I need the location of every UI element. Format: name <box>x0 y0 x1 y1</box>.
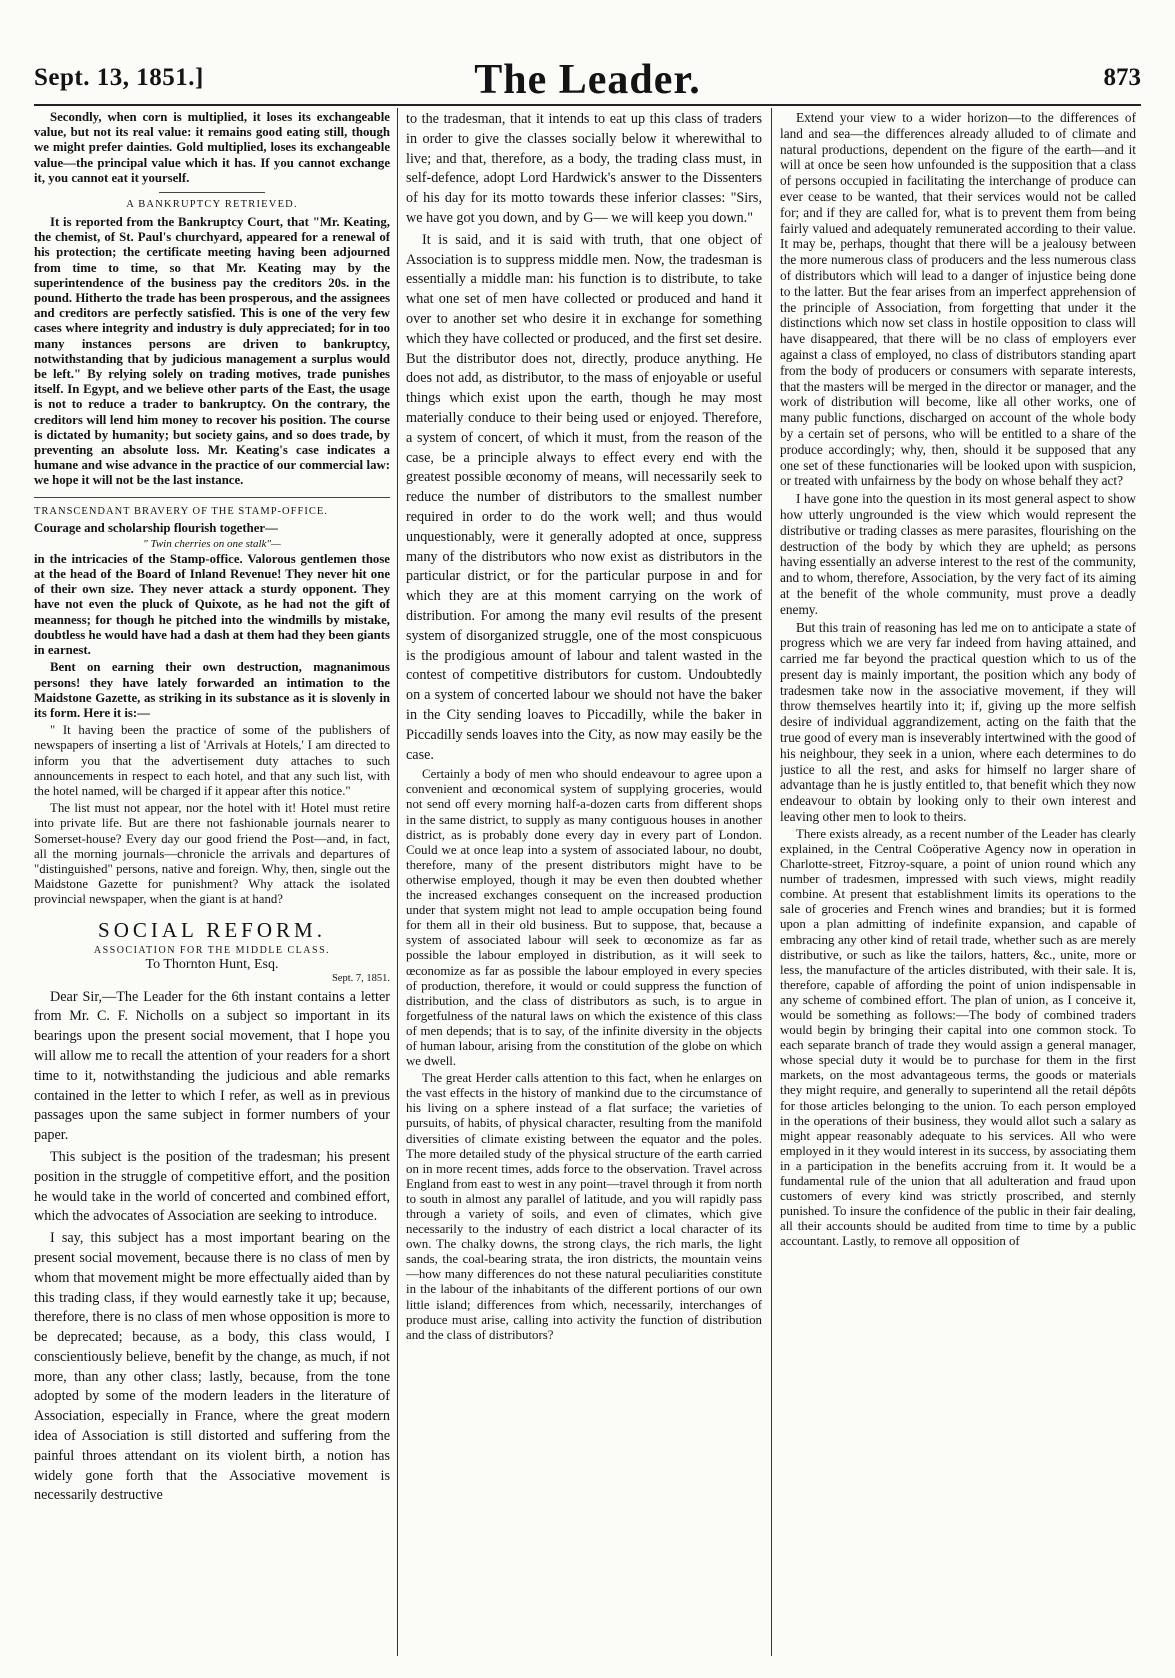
article-paragraph: in the intricacies of the Stamp-office. Valorous gentlemen those at the head of the Board of Inland Revenue! They never hit one of their own size. They never attack a sturdy opponent. They have not even the pluck of Quixote, as he had not the gift of meanness; for though he pitched into the windmills by mistake, doubtless he would have had a dash at them had they been giants in earnest. <box>34 551 390 658</box>
column-divider <box>397 108 398 1656</box>
letter-paragraph: But this train of reasoning has led me on to anticipate a state of progress which we are very far indeed from having attained, and carried me far beyond the practical question which to us of the present day is mainly important, the position which any body of tradesmen take now in the associative movement, if they will throw themselves heartily into it; if, giving up the more selfish desire of individual aggrandizement, acting on the faith that the true good of every man is inseverably intertwined with the good of his neighbour, they seek in a union, where each determines to do justice to all the rest, and asks for himself no larger share of advantage than he is justly entitled to, that benefit which they now endeavour to obtain by looking only to their own interest and leaving other men to look to theirs. <box>780 619 1136 825</box>
letter-paragraph: Certainly a body of men who should endeavour to agree upon a convenient and œconomical system of supplying groceries, would not send off every morning half-a-dozen carts from different shops in the same district, to supply as many contiguous houses in another district, as is probably done every day in every part of London. Could we at once leap into a system of associated labour, no doubt, therefore, many of the present distributors might have to be otherwise employed, though it may be even then doubted whether the increased exchanges consequent on the increased production under that system might not lead to ample occupation being found for them all in their old business. But to suppose, that, because a system of associated labour will seek to œconomize as far as possible the labour employed in distribution, as it will seek to œconomize as far as possible the labour employed in every species of production, therefore, it would or could suppress the function of distribution, and the class of distributors as such, is to argue in forgetfulness of the natural laws on which the existence of this class of men depends; that is to say, of the infinite diversity in the objects of human labour, arising from the constitution of the globe on which we dwell. <box>406 767 762 1069</box>
letter-paragraph: Dear Sir,—The Leader for the 6th instant contains a letter from Mr. C. F. Nicholls on a subject so important in its bearings upon the present social movement, that I hope you will allow me to recall the attention of your readers for a short time to it, notwithstanding the judicious and able remarks contained in the letter to which I refer, as well as in previous passages upon the same subject in former numbers of your paper. <box>34 988 390 1144</box>
article-paragraph: It is reported from the Bankruptcy Court, that "Mr. Keating, the chemist, of St. Paul's churchyard, appeared for a renewal of his protection; the certificate meeting having been adjourned from time to time, so that Mr. Keating may by the superintendence of the business pay the creditors 20s. in the pound. Hitherto the trade has been prosperous, and the assignees and creditors are perfectly satisfied. This is one of the very few cases where integrity and industry is duly appreciated; for in too many instances persons are driven to bankruptcy, notwithstanding that by judicious management a surplus would be left." By relying solely on trading motives, trade punishes itself. In Egypt, and we believe other parts of the East, the usage is not to reduce a trader to bankruptcy. On the contrary, the creditors will lend him money to recover his position. The course is dictated by humanity; but society gains, and so does trade, by preventing an absolute loss. Mr. Keating's case indicates a humane and wise advance in the practice of our commercial law: we hope it will not be the last instance. <box>34 215 390 488</box>
section-heading: TRANSCENDANT BRAVERY OF THE STAMP-OFFICE. <box>34 505 328 517</box>
section-subtitle: ASSOCIATION FOR THE MIDDLE CLASS. <box>93 944 331 956</box>
column-2 <box>406 110 762 1655</box>
article-paragraph: Courage and scholarship flourish together— <box>34 520 278 535</box>
intro-paragraph: Secondly, when corn is multiplied, it loses its exchangeable value, but not its real value: it remains good eating still, though we might prefer dainties. Gold multiplied, loses its exchangeable value—the principal value which it has. If you cannot exchange it, you cannot eat it yourself. <box>34 110 390 185</box>
divider <box>34 497 390 498</box>
letter-date: Sept. 7, 1851. <box>331 972 390 984</box>
letter-paragraph: It is said, and it is said with truth, that one object of Association is to suppress middle men. Now, the tradesman is essentially a middle man: his function is to distribute, to take what one set of men have collected or produced and hand it over to another set who desire it in exchange for something which they have collected or produced, and the first set desire. But the distributor does not, directly, produce anything. He does not add, as distributor, to the mass of enjoyable or useful things which exist upon the earth, though he may most materially conduce to their being used or enjoyed. Therefore, a system of concert, of which it must, from the reason of the case, be a principle always to effect every end with the greatest possible œconomy of means, will necessarily seek to reduce the number of distributors to the smallest number required in order to do the work well; and thus would unquestionably, were it generally adopted at once, suppress many of the distributors who now exist as distributors in the particular district, or for the particular purpose in and for which they are at this moment carrying on the work of distribution. For among the many evil results of the present system of disorganized struggle, one of the most conspicuous is the prodigious amount of labour and talent wasted in the contest of competitive distributors for custom. Undoubtedly on a system of concerted labour we should not have the baker in the City sending loaves to Piccadilly, while the baker in Piccadilly sends loaves into the City, as now may easily be the case. <box>406 231 762 763</box>
letter-paragraph: to the tradesman, that it intends to eat up this class of traders in order to give the classes socially below it wherewithal to live; and that, therefore, as a body, the trading class must, in self-defence, adopt Lord Hardwick's answer to the Dissenters of his day for its motto towards these inferior classes: "Sirs, we have got you down, and by G— we will keep you down." <box>406 111 762 226</box>
column-3 <box>780 110 1136 1655</box>
column-1 <box>34 110 390 1655</box>
letter-paragraph: I have gone into the question in its most general aspect to show how utterly ungrounded is the view which would represent the distributive or trading classes as mere parasites, flourishing on the destruction of the body by which they are upheld; as persons having essentially an adverse interest to the rest of the community, and to whom, therefore, Association, by the very fact of its aiming at the benefit of the whole community, must prove a deadly enemy. <box>780 491 1136 617</box>
letter-paragraph: Extend your view to a wider horizon—to the differences of land and sea—the differences already alluded to of climate and natural productions, dependent on the figure of the earth—and it will at once be seen how unfounded is the supposition that a class of persons occupied in facilitating the interchange of produce can ever cease to be wanted, that their services would not be called for; and if they are called for, what is to prevent them from being fairly valued and adequately remunerated according to their value. It may be, perhaps, thought that there will be a jealousy between the more numerous class of producers and the less numerous class of distributors which will lead to a danger of injustice being done to the latter. But the fear arises from an imperfect apprehension of the principle of Association, from forgetting that under it the distinctions which now set class in hostile opposition to class will have disappeared, that there will be no class of employers ever against a class of employed, no class of distributors standing apart from the body of producers or consumers with separate interests, that the masters will be merged in the director or manager, and the work of distribution will become, like all other works, one of many public functions, discharged on account of the whole body by a certain set of persons, who will be entitled to a share of the produce accordingly; why, then, should it be supposed that any one set of these functionaries will be looked upon with suspicion, or treated with unfairness by the body on whose behalf they act? <box>780 110 1136 489</box>
quote-line: " Twin cherries on one stalk"— <box>143 537 281 550</box>
article-paragraph: The list must not appear, nor the hotel with it! Hotel must retire into private life. But are there not fashionable journals nearer to Somerset-house? Every day our good friend the Post—and, in fact, all the morning journals—chronicle the arrivals and departures of "distinguished" persons, native and foreign. Why, then, single out the Maidstone Gazette for punishment? Why attack the isolated provincial newspaper, when the giant is at hand? <box>34 801 390 907</box>
letter-paragraph: This subject is the position of the tradesman; his present position in the struggle of competitive effort, and the position he would take in the world of concerted and combined effort, which the advocates of Association are seeking to introduce. <box>34 1148 390 1225</box>
masthead <box>34 57 1141 106</box>
letter-addressee: To Thornton Hunt, Esq. <box>145 956 279 972</box>
letter-paragraph: There exists already, as a recent number of the Leader has clearly explained, in the Central Coöperative Agency now in operation in Charlotte-street, Fitzroy-square, a point of union round which any number of tradesmen, impressed with such views, might readily combine. At present that establishment limits its operations to the sale of groceries and French wines and brandies; but it is formed upon a plan admitting of indefinite expansion, and capable of embracing any other kind of retail trade, whether such as are merely distributive, or such as like the tailors, hatters, &c., unite, more or less, the manufacture of the articles distributed, with their sale. It is, therefore, capable of affording the point of union indispensable in any scheme of combined effort. The plan of union, as I conceive it, would be something as follows:—The body of combined traders would begin by bringing their capital into one common stock. To each separate branch of trade they would assign a general manager, whose special duty it would be to purchase for them in the first markets, on the most advantageous terms, the goods or materials they might require, and generally to superintend all the retail dépôts for those articles belonging to the union. To each person employed in the operations of their business, they would allot such a salary as might appear reasonably adequate to his services. All who were employed in it they would interest in its success, by associating them in a participation in the benefits accruing from it. It would be a fundamental rule of the union that all adulteration and fraud upon customers of every kind was strictly proscribed, and sternly punished. To insure the confidence of the public in their fair dealing, all their accounts should be audited from time to time by a public accountant. Lastly, to remove all opposition of <box>780 826 1136 1249</box>
column-divider <box>771 108 772 1656</box>
section-title: SOCIAL REFORM. <box>98 917 326 942</box>
newspaper-title: The Leader. <box>474 57 701 103</box>
issue-date: Sept. 13, 1851.] <box>34 64 204 91</box>
quoted-notice: " It having been the practice of some of the publishers of newspapers of inserting a list of 'Arrivals at Hotels,' I am directed to inform you that the advertisement duty attaches to such announcements in respect to each hotel, and that any such list, with the hotel named, will be charged if it appear after this notice." <box>34 723 390 798</box>
page-number: 873 <box>1103 64 1141 91</box>
divider <box>159 192 266 193</box>
letter-paragraph: I say, this subject has a most important bearing on the present social movement, because there is no class of men by whom that movement might be more effectually aided than by this trading class, if they would earnestly take it up; because, therefore, there is no class of men whose opposition is more to be deprecated; because, as a body, this class would, I conscientiously believe, benefit by the change, as much, if not more, than any other class; lastly, because, from the tone adopted by some of the modern leaders in the literature of Association, especially in France, where the great modern idea of Association is still distorted and suffering from the painful throes attendant on its violent birth, a notion has widely gone forth that the Associative movement is necessarily destructive <box>34 1230 390 1504</box>
section-heading: A BANKRUPTCY RETRIEVED. <box>126 199 298 211</box>
article-paragraph: Bent on earning their own destruction, magnanimous persons! they have lately forwarded an intimation to the Maidstone Gazette, as striking in its substance as it is slovenly in its form. Here it is:— <box>34 660 390 720</box>
letter-paragraph: The great Herder calls attention to this fact, when he enlarges on the vast effects in the history of mankind due to the circumstance of his living on a sphere instead of a flat surface; the varieties of pursuits, of habits, of physical character, resulting from the manifold diversities of climate existing between the equator and the poles. The more detailed study of the physical structure of the earth carried on in more recent times, adds force to the observation. Travel across England from east to west in any point—travel through it from north to south in almost any parallel of latitude, and you will rapidly pass through a variety of soils, and even of climates, which give necessarily to the industry of each district a local character of its own. The chalky downs, the strong clays, the rich marls, the light sands, the coal-bearing strata, the iron districts, the mountain veins—how many differences do not these natural peculiarities constitute in the labour of the inhabitants of the different portions of our own little island; differences from which, necessarily, interchanges of produce must arise, calling into activity the function of distribution and the class of distributors? <box>406 1071 762 1342</box>
masthead-rule <box>34 104 1141 106</box>
